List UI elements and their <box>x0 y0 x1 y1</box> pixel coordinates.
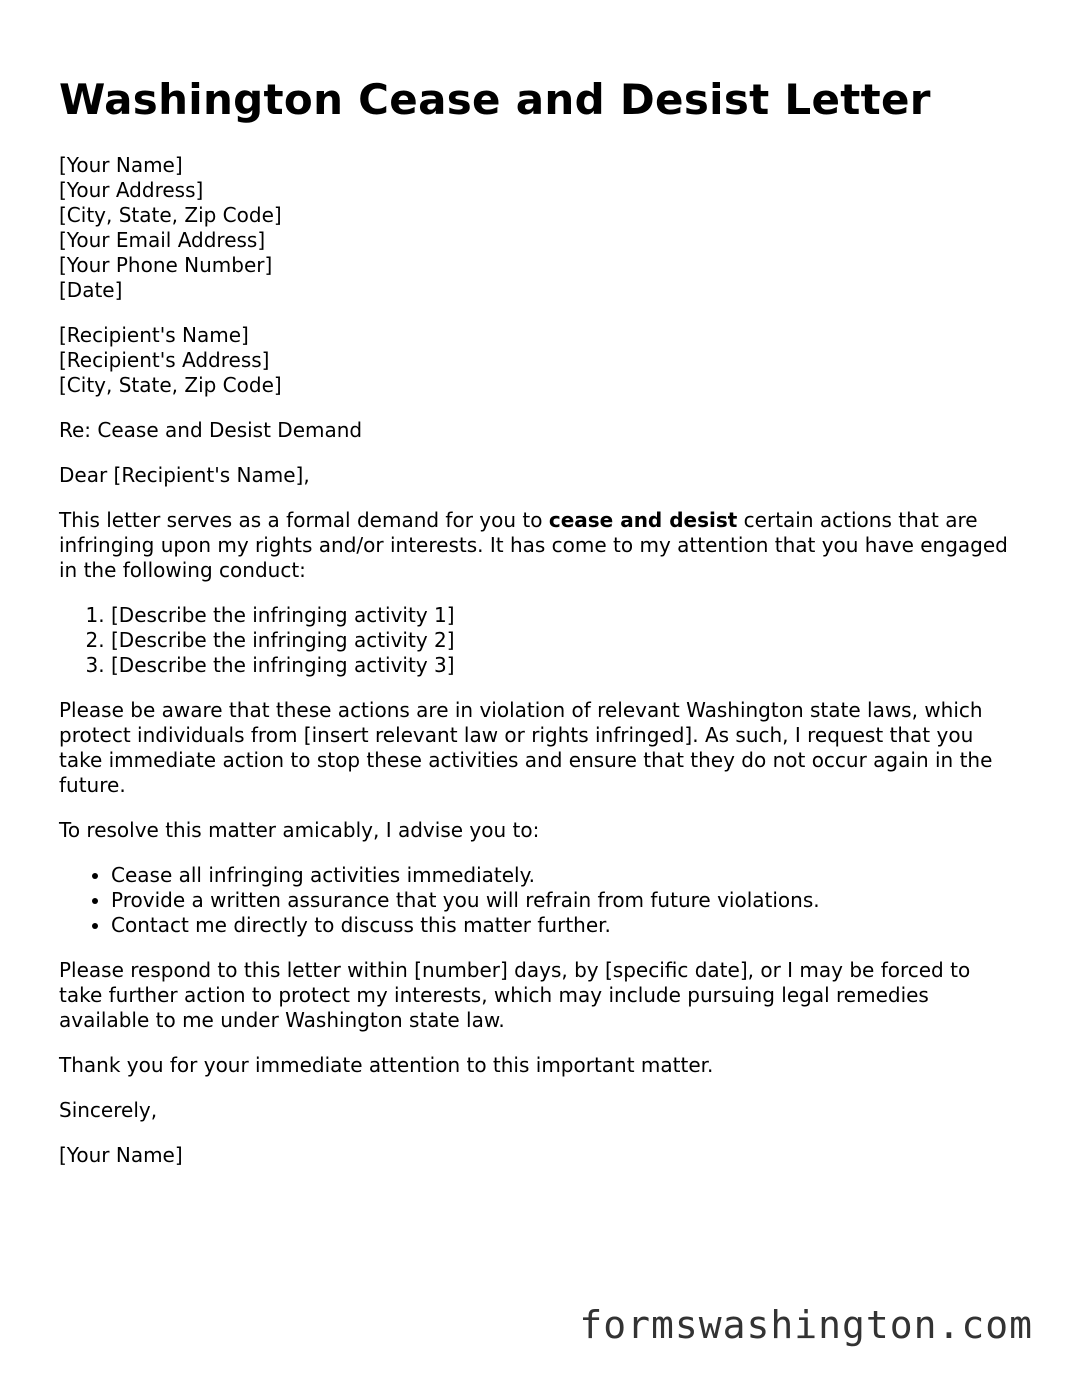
site-watermark: formswashington.com <box>579 1303 1033 1347</box>
list-item: 3. [Describe the infringing activity 3] <box>111 653 1019 678</box>
intro-paragraph <box>59 508 1019 583</box>
sender-phone: [Your Phone Number] <box>59 253 273 277</box>
list-item: 1. [Describe the infringing activity 1] <box>111 603 1019 628</box>
list-item: • Cease all infringing activities immediately. <box>111 863 1019 888</box>
intro-bold-phrase: cease and desist <box>548 508 738 532</box>
advice-list <box>59 863 1019 938</box>
list-item: • Provide a written assurance that you will refrain from future violations. <box>111 888 1019 913</box>
resolve-intro: To resolve this matter amicably, I advise you to: <box>59 818 540 842</box>
intro-text-before: This letter serves as a formal demand for you to <box>59 508 549 532</box>
sender-name: [Your Name] <box>59 153 183 177</box>
list-item: 2. [Describe the infringing activity 2] <box>111 628 1019 653</box>
sender-block <box>59 153 1019 303</box>
sender-city-state-zip: [City, State, Zip Code] <box>59 203 282 227</box>
intro-text-after: certain actions that are infringing upon my rights and/or interests. It has come to my attention that you have engaged in the following conduct: <box>59 508 1008 582</box>
recipient-block <box>59 323 1019 398</box>
letter-date: [Date] <box>59 278 123 302</box>
sender-email: [Your Email Address] <box>59 228 266 252</box>
violation-paragraph: Please be aware that these actions are in violation of relevant Washington state laws, which protect individuals from [insert relevant law or rights infringed]. As such, I request that you take immediate action to stop these activities and ensure that they do not occur again in the future. <box>59 698 993 797</box>
subject-line: Re: Cease and Desist Demand <box>59 418 363 442</box>
closing: Sincerely, <box>59 1098 158 1122</box>
signature-name: [Your Name] <box>59 1143 183 1167</box>
recipient-name: [Recipient's Name] <box>59 323 249 347</box>
salutation: Dear [Recipient's Name], <box>59 463 310 487</box>
recipient-city-state-zip: [City, State, Zip Code] <box>59 373 282 397</box>
respond-paragraph: Please respond to this letter within [number] days, by [specific date], or I may be forced to take further action to protect my interests, which may include pursuing legal remedies available to me under Washington state law. <box>59 958 971 1032</box>
recipient-address: [Recipient's Address] <box>59 348 270 372</box>
letter-document <box>59 76 1019 1188</box>
sender-address: [Your Address] <box>59 178 204 202</box>
page-title: Washington Cease and Desist Letter <box>59 75 931 124</box>
thanks-paragraph: Thank you for your immediate attention to this important matter. <box>59 1053 714 1077</box>
activities-list <box>59 603 1019 678</box>
list-item: • Contact me directly to discuss this matter further. <box>111 913 1019 938</box>
